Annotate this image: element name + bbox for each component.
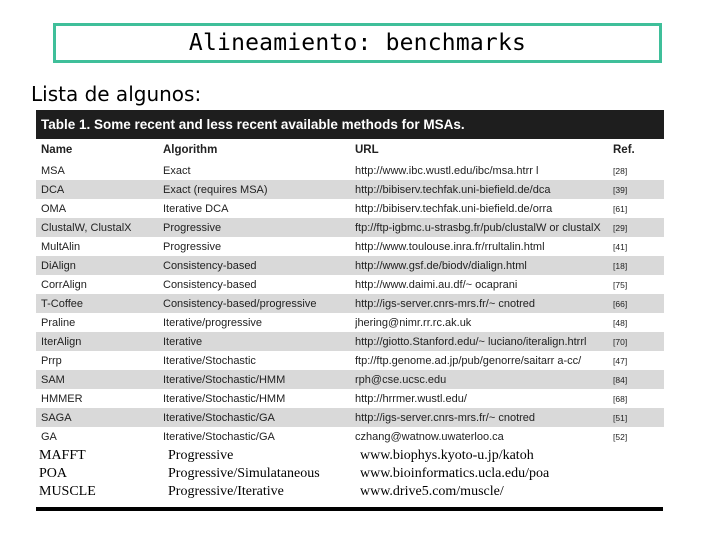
cell-algorithm: Progressive <box>163 240 222 253</box>
table-row <box>36 427 664 446</box>
cell-algorithm: Exact (requires MSA) <box>163 183 268 196</box>
extra-url: www.drive5.com/muscle/ <box>360 484 504 499</box>
cell-name: MSA <box>41 164 65 177</box>
cell-url: http://hrrmer.wustl.edu/ <box>355 392 467 405</box>
table-row <box>36 199 664 218</box>
cell-ref: [39] <box>613 184 628 195</box>
extra-algorithm: Progressive/Simulataneous <box>168 466 320 481</box>
cell-algorithm: Iterative/Stochastic/GA <box>163 411 275 424</box>
extra-row <box>36 483 664 501</box>
cell-algorithm: Iterative DCA <box>163 202 229 215</box>
cell-name: T-Coffee <box>41 297 83 310</box>
cell-algorithm: Consistency-based <box>163 278 257 291</box>
cell-url: jhering@nimr.rr.rc.ak.uk <box>355 316 472 329</box>
cell-name: DCA <box>41 183 65 196</box>
cell-url: http://igs-server.cnrs-mrs.fr/~ cnotred <box>355 411 536 424</box>
table-row <box>36 313 664 332</box>
cell-ref: [70] <box>613 336 628 347</box>
cell-ref: [51] <box>613 412 628 423</box>
table-row <box>36 180 664 199</box>
cell-algorithm: Progressive <box>163 221 222 234</box>
additional-methods <box>36 447 664 501</box>
cell-ref: [61] <box>613 203 628 214</box>
cell-ref: [41] <box>613 241 628 252</box>
extra-name: MAFFT <box>39 448 86 463</box>
header-ref: Ref. <box>613 144 635 156</box>
cell-algorithm: Consistency-based/progressive <box>163 297 317 310</box>
bottom-rule <box>36 507 663 511</box>
cell-name: OMA <box>41 202 67 215</box>
cell-algorithm: Iterative/Stochastic/GA <box>163 430 275 443</box>
table-caption: Table 1. Some recent and less recent available methods for MSAs. <box>36 110 664 139</box>
slide-title: Alineamiento: benchmarks <box>188 30 527 56</box>
extra-url: www.bioinformatics.ucla.edu/poa <box>360 466 550 481</box>
cell-ref: [68] <box>613 393 628 404</box>
cell-algorithm: Iterative/progressive <box>163 316 263 329</box>
cell-algorithm: Consistency-based <box>163 259 257 272</box>
extra-algorithm: Progressive <box>168 448 234 463</box>
cell-url: http://www.gsf.de/biodv/dialign.html <box>355 259 527 272</box>
table-header-row <box>36 139 664 161</box>
cell-name: GA <box>41 430 57 443</box>
cell-name: HMMER <box>41 392 83 405</box>
cell-url: ftp://ftp.genome.ad.jp/pub/genorre/saitarr a-cc/ <box>355 354 582 367</box>
cell-name: Prrp <box>41 354 62 367</box>
table-row <box>36 218 664 237</box>
table-row <box>36 408 664 427</box>
cell-name: SAM <box>41 373 65 386</box>
cell-name: IterAlign <box>41 335 82 348</box>
cell-name: DiAlign <box>41 259 76 272</box>
cell-ref: [48] <box>613 317 628 328</box>
cell-url: http://www.ibc.wustl.edu/ibc/msa.htrr l <box>355 164 539 177</box>
cell-url: http://igs-server.cnrs-mrs.fr/~ cnotred <box>355 297 536 310</box>
cell-url: ftp://ftp-igbmc.u-strasbg.fr/pub/clustalW or clustalX <box>355 221 601 234</box>
extra-algorithm: Progressive/Iterative <box>168 484 284 499</box>
cell-name: MultAlin <box>41 240 81 253</box>
extra-row <box>36 465 664 483</box>
table-row <box>36 237 664 256</box>
cell-url: http://bibiserv.techfak.uni-biefield.de/orra <box>355 202 553 215</box>
cell-algorithm: Exact <box>163 164 191 177</box>
cell-url: http://www.daimi.au.df/~ ocaprani <box>355 278 518 291</box>
cell-url: http://giotto.Stanford.edu/~ luciano/iteralign.htrrl <box>355 335 587 348</box>
cell-name: SAGA <box>41 411 72 424</box>
cell-algorithm: Iterative/Stochastic/HMM <box>163 373 286 386</box>
cell-url: http://bibiserv.techfak.uni-biefield.de/dca <box>355 183 551 196</box>
slide-subtitle: Lista de algunos: <box>31 82 202 106</box>
table-row <box>36 370 664 389</box>
cell-ref: [28] <box>613 165 628 176</box>
slide-title-box <box>53 23 662 63</box>
cell-ref: [84] <box>613 374 628 385</box>
table-row <box>36 389 664 408</box>
cell-algorithm: Iterative/Stochastic <box>163 354 256 367</box>
table-row <box>36 161 664 180</box>
cell-name: ClustalW, ClustalX <box>41 221 132 234</box>
header-algorithm: Algorithm <box>163 144 218 156</box>
cell-ref: [18] <box>613 260 628 271</box>
table-row <box>36 332 664 351</box>
table-row <box>36 256 664 275</box>
extra-name: POA <box>39 466 68 481</box>
methods-table <box>36 110 664 442</box>
header-url: URL <box>355 144 379 156</box>
table-row <box>36 294 664 313</box>
cell-ref: [75] <box>613 279 628 290</box>
extra-url: www.biophys.kyoto-u.jp/katoh <box>360 448 534 463</box>
table-row <box>36 351 664 370</box>
cell-name: Praline <box>41 316 76 329</box>
table-body <box>36 161 664 446</box>
cell-ref: [66] <box>613 298 628 309</box>
cell-algorithm: Iterative/Stochastic/HMM <box>163 392 286 405</box>
cell-url: czhang@watnow.uwaterloo.ca <box>355 430 504 443</box>
extra-row <box>36 447 664 465</box>
extra-name: MUSCLE <box>39 484 96 499</box>
header-name: Name <box>41 144 73 156</box>
table-row <box>36 275 664 294</box>
cell-url: rph@cse.ucsc.edu <box>355 373 447 386</box>
cell-ref: [52] <box>613 431 628 442</box>
cell-ref: [47] <box>613 355 628 366</box>
cell-algorithm: Iterative <box>163 335 203 348</box>
cell-url: http://www.toulouse.inra.fr/rrultalin.html <box>355 240 545 253</box>
cell-name: CorrAlign <box>41 278 87 291</box>
cell-ref: [29] <box>613 222 628 233</box>
